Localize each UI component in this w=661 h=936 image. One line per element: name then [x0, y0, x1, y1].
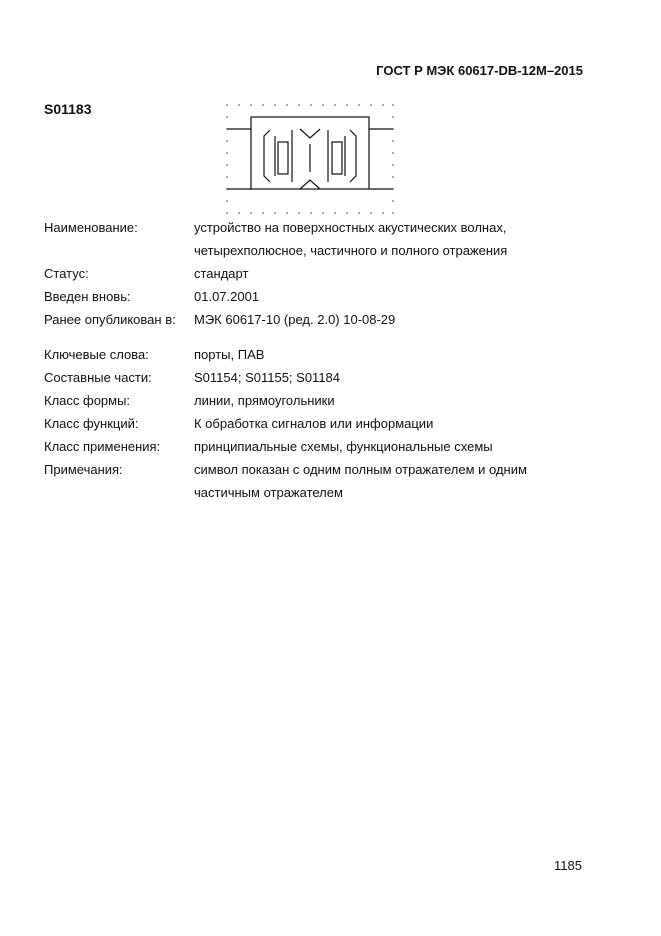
row-label: Класс формы: — [44, 393, 131, 408]
row-value: S01154; S01155; S01184 — [194, 370, 341, 385]
saw-device-symbol — [222, 100, 402, 220]
row-name — [44, 216, 604, 262]
value-line: символ показан с одним полным отражателем и одним — [194, 462, 527, 477]
value-line: четырехполюсное, частичного и полного отражения — [194, 243, 508, 258]
row-label: Статус: — [44, 266, 89, 281]
row-value: стандарт — [194, 266, 249, 281]
row-label: Введен вновь: — [44, 289, 131, 304]
properties-table — [44, 216, 604, 504]
row-label: Составные части: — [44, 370, 152, 385]
row-shape-class — [44, 389, 604, 412]
row-introduced — [44, 285, 604, 308]
row-value: К обработка сигналов или информации — [194, 416, 434, 431]
row-keywords — [44, 343, 604, 366]
row-label: Класс применения: — [44, 439, 161, 454]
row-value: 01.07.2001 — [194, 289, 260, 304]
section-gap — [44, 331, 604, 343]
symbol-lines — [227, 117, 393, 189]
row-notes — [44, 458, 604, 504]
row-label: Класс функций: — [44, 416, 139, 431]
row-value: порты, ПАВ — [194, 347, 265, 362]
row-function-class — [44, 412, 604, 435]
document-header: ГОСТ Р МЭК 60617-DB-12M–2015 — [376, 63, 583, 78]
row-status — [44, 262, 604, 285]
value-line: устройство на поверхностных акустических волнах, — [194, 220, 507, 235]
row-label: Наименование: — [44, 220, 138, 235]
row-value: линии, прямоугольники — [194, 393, 335, 408]
symbol-code: S01183 — [44, 101, 92, 117]
row-label: Ключевые слова: — [44, 347, 149, 362]
row-components — [44, 366, 604, 389]
row-value — [194, 216, 604, 262]
row-value: МЭК 60617-10 (ред. 2.0) 10-08-29 — [194, 312, 396, 327]
value-line: частичным отражателем — [194, 485, 343, 500]
row-label: Примечания: — [44, 462, 123, 477]
row-value — [194, 458, 604, 504]
row-label: Ранее опубликован в: — [44, 312, 176, 327]
row-application-class — [44, 435, 604, 458]
row-published — [44, 308, 604, 331]
page-number: 1185 — [554, 858, 582, 873]
row-value: принципиальные схемы, функциональные схемы — [194, 439, 493, 454]
